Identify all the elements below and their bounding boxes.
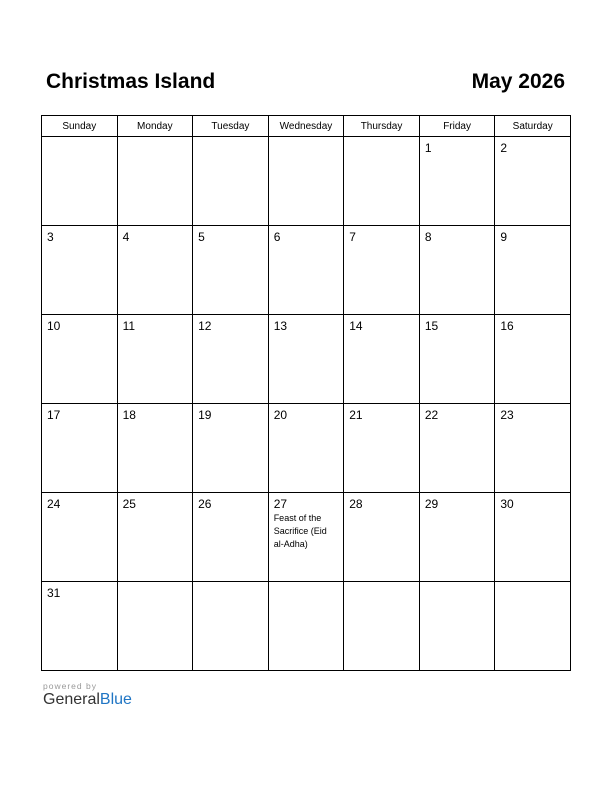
- day-number: 14: [349, 319, 363, 333]
- day-cell: [117, 226, 193, 315]
- day-cell: [495, 582, 571, 671]
- day-number: 26: [198, 497, 212, 511]
- week-row: [42, 582, 571, 671]
- day-cell: [42, 226, 118, 315]
- brand-general-text: General: [43, 691, 100, 708]
- day-cell: [117, 493, 193, 582]
- day-cell: [495, 226, 571, 315]
- day-cell: [193, 404, 269, 493]
- day-number: 22: [424, 408, 439, 422]
- weekday-header-row: [42, 116, 571, 137]
- day-cell: [419, 226, 495, 315]
- day-cell: [117, 315, 193, 404]
- weekday-header: Tuesday: [193, 116, 269, 137]
- day-cell: [268, 404, 344, 493]
- day-cell: [344, 493, 420, 582]
- day-number: 18: [122, 408, 136, 422]
- day-cell: [495, 493, 571, 582]
- day-cell: [419, 315, 495, 404]
- day-cell: [495, 315, 571, 404]
- day-cell: [344, 226, 420, 315]
- day-number: 30: [500, 497, 514, 511]
- day-cell: [117, 137, 193, 226]
- day-cell: [42, 315, 118, 404]
- week-row: [42, 137, 571, 226]
- day-number: 9: [500, 230, 508, 244]
- brand-blue-text: Blue: [99, 691, 132, 708]
- day-number: 28: [349, 497, 363, 511]
- weekday-header: Wednesday: [268, 116, 344, 137]
- page-title-month: May 2026: [471, 70, 565, 93]
- day-cell: [117, 404, 193, 493]
- day-number: 16: [500, 319, 514, 333]
- holiday-event: Feast of the Sacrifice (Eid al-Adha): [273, 513, 327, 549]
- week-row: [42, 226, 571, 315]
- page-title-region: Christmas Island: [46, 70, 216, 93]
- day-cell: [193, 315, 269, 404]
- day-number: 27: [273, 497, 288, 511]
- day-cell: [193, 226, 269, 315]
- day-number: 15: [424, 319, 439, 333]
- day-cell: [193, 582, 269, 671]
- weekday-header: Thursday: [344, 116, 420, 137]
- day-cell: [268, 582, 344, 671]
- day-cell: [344, 137, 420, 226]
- day-number: 2: [500, 141, 508, 155]
- day-cell: [495, 137, 571, 226]
- day-cell: [268, 137, 344, 226]
- day-cell: [42, 582, 118, 671]
- week-row: [42, 404, 571, 493]
- footer-branding: [43, 681, 132, 709]
- day-cell: [344, 315, 420, 404]
- day-cell: [42, 493, 118, 582]
- day-cell: [419, 404, 495, 493]
- day-number: 31: [47, 586, 61, 600]
- day-number: 23: [500, 408, 514, 422]
- day-cell: [193, 137, 269, 226]
- day-cell: [193, 493, 269, 582]
- weekday-header: Sunday: [42, 116, 118, 137]
- day-cell: [268, 315, 344, 404]
- week-row: [42, 315, 571, 404]
- day-number: 25: [122, 497, 136, 511]
- day-number: 21: [349, 408, 363, 422]
- weekday-header: Monday: [117, 116, 193, 137]
- day-number: 17: [47, 408, 61, 422]
- day-number: 7: [349, 230, 356, 244]
- calendar-body: [42, 137, 571, 671]
- day-number: 3: [47, 230, 54, 244]
- day-cell: [419, 493, 495, 582]
- day-cell: [419, 137, 495, 226]
- day-number: 20: [273, 408, 288, 422]
- powered-by-label: powered by: [43, 681, 97, 691]
- day-cell: [117, 582, 193, 671]
- day-number: 4: [122, 230, 130, 244]
- weekday-header: Friday: [419, 116, 495, 137]
- calendar-grid: [41, 115, 571, 671]
- day-number: 12: [198, 319, 212, 333]
- day-cell: [344, 404, 420, 493]
- day-cell: [344, 582, 420, 671]
- week-row: [42, 493, 571, 582]
- day-cell: [42, 137, 118, 226]
- day-number: 5: [198, 230, 205, 244]
- day-number: 13: [273, 319, 288, 333]
- generalblue-logo: [43, 691, 132, 709]
- day-number: 19: [198, 408, 212, 422]
- weekday-header: Saturday: [495, 116, 571, 137]
- day-cell: [42, 404, 118, 493]
- day-number: 8: [424, 230, 432, 244]
- day-cell: [268, 226, 344, 315]
- day-number: 11: [122, 319, 136, 333]
- day-cell: [495, 404, 571, 493]
- day-number: 24: [47, 497, 61, 511]
- day-cell: [268, 493, 344, 582]
- day-number: 1: [424, 141, 432, 155]
- day-number: 29: [424, 497, 439, 511]
- day-number: 10: [47, 319, 61, 333]
- day-cell: [419, 582, 495, 671]
- day-number: 6: [273, 230, 281, 244]
